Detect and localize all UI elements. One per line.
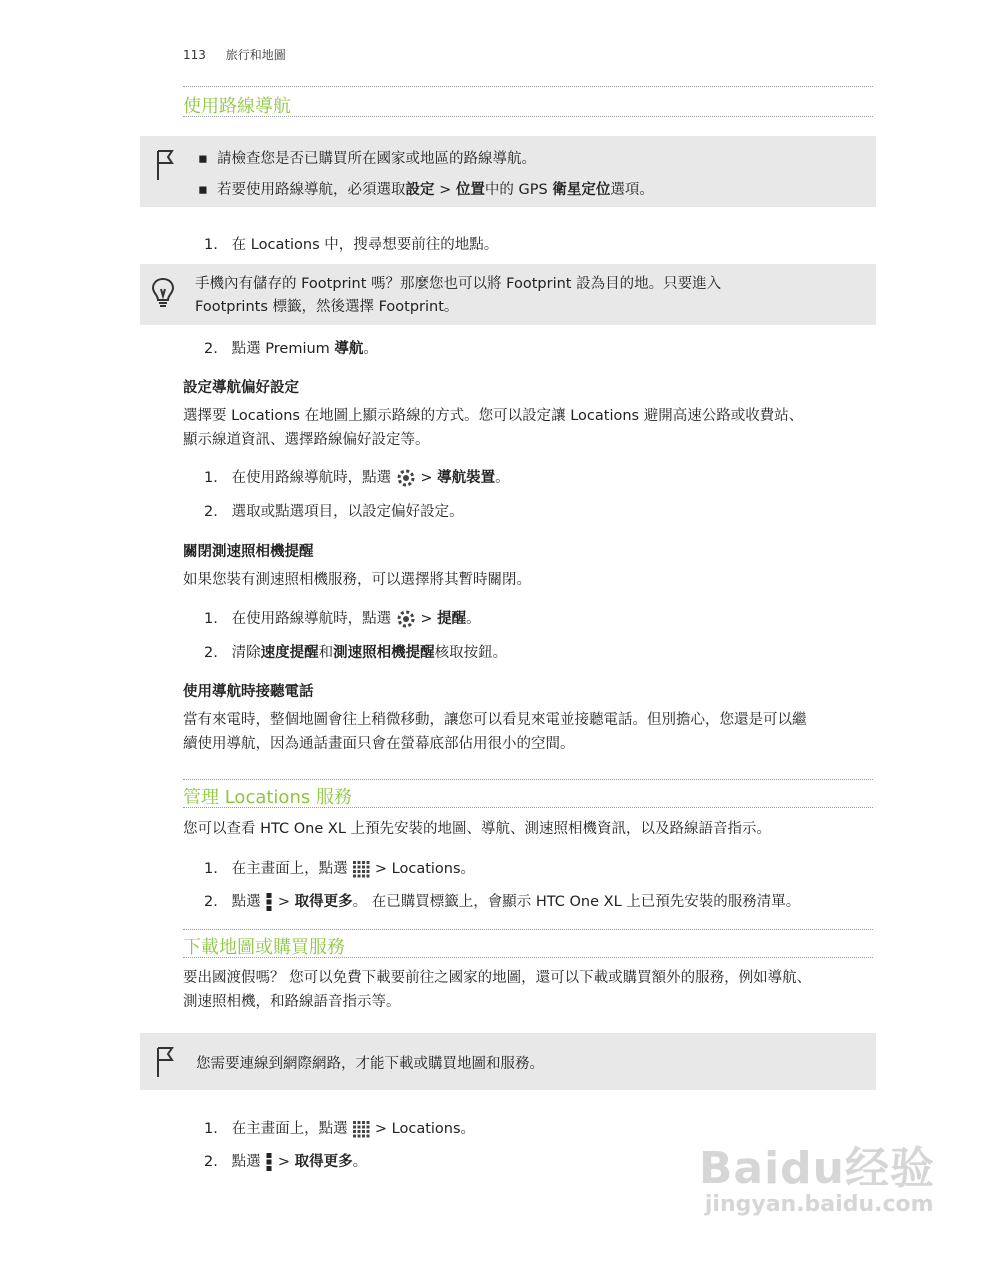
note-bullet-2: ▪ 若要使用路線導航，必須選取設定 > 位置中的 GPS 衛星定位選項。 xyxy=(198,182,654,198)
chapter-title: 旅行和地圖 xyxy=(225,48,286,62)
list-item: 2. 點選 > 取得更多。 在已購買標籤上，會顯示 HTC One XL 上已預先安裝的服務清單。 xyxy=(204,894,801,910)
subsection-title: 使用導航時接聽電話 xyxy=(183,684,314,700)
list-item: 1. 在使用路線導航時，點選 > 導航裝置。 xyxy=(204,470,510,486)
watermark-url: jingyan.baidu.com xyxy=(704,1192,934,1217)
list-item: 1. 在使用路線導航時，點選 > 提醒。 xyxy=(204,611,481,627)
list-item: 2. 清除速度提醒和測速照相機提醒核取按鈕。 xyxy=(204,645,508,661)
settings-gear-icon xyxy=(396,468,416,488)
list-item: 2. 選取或點選項目，以設定偏好設定。 xyxy=(204,504,464,520)
list-item: 2. 點選 Premium 導航。 xyxy=(204,341,378,357)
section-title-download-maps: 下載地圖或購買服務 xyxy=(183,937,345,958)
paragraph: 選擇要 Locations 在地圖上顯示路線的方式。您可以設定讓 Locations 避開高速公路或收費站、 顯示線道資訊、選擇路線偏好設定等。 xyxy=(183,408,804,448)
section-divider xyxy=(183,779,873,780)
list-item: 2. 點選 > 取得更多。 xyxy=(204,1154,368,1170)
lightbulb-icon xyxy=(150,276,176,310)
subsection-title: 關閉測速照相機提醒 xyxy=(183,544,314,560)
settings-gear-icon xyxy=(396,609,416,629)
note-box xyxy=(140,1033,876,1090)
section-title-route-navigation: 使用路線導航 xyxy=(183,96,291,117)
page-number: 113 xyxy=(183,48,206,62)
paragraph: 您可以查看 HTC One XL 上預先安裝的地圖、導航、測速照相機資訊，以及路線語音指示。 xyxy=(183,821,772,837)
note-bullet-1: ▪ 請檢查您是否已購買所在國家或地區的路線導航。 xyxy=(198,151,537,167)
section-divider xyxy=(183,807,873,808)
list-item: 1. 在主畫面上，點選 > Locations。 xyxy=(204,861,476,877)
section-divider xyxy=(183,957,873,958)
subsection-title: 設定導航偏好設定 xyxy=(183,380,299,396)
list-item: 1. 在 Locations 中，搜尋想要前往的地點。 xyxy=(204,237,499,253)
flag-icon xyxy=(154,148,176,182)
section-divider xyxy=(183,116,873,117)
page-header xyxy=(183,46,286,63)
baidu-watermark xyxy=(699,1132,935,1217)
list-item: 1. 在主畫面上，點選 > Locations。 xyxy=(204,1121,476,1137)
paragraph: 當有來電時，整個地圖會往上稍微移動，讓您可以看見來電並接聽電話。但別擔心，您還是可以繼 續使用導航，因為通話畫面只會在螢幕底部佔用很小的空間。 xyxy=(183,712,807,752)
section-divider xyxy=(183,86,873,87)
all-apps-grid-icon xyxy=(352,860,370,878)
flag-icon xyxy=(154,1045,176,1079)
tip-box xyxy=(140,264,876,325)
all-apps-grid-icon xyxy=(352,1120,370,1138)
note-text: 您需要連線到網際網路，才能下載或購買地圖和服務。 xyxy=(196,1056,544,1072)
section-title-manage-locations: 管理 Locations 服務 xyxy=(183,787,352,808)
note-box xyxy=(140,136,876,207)
section-divider xyxy=(183,929,873,930)
paragraph: 如果您裝有測速照相機服務，可以選擇將其暫時關閉。 xyxy=(183,572,531,588)
paragraph: 要出國渡假嗎？ 您可以免費下載要前往之國家的地圖，還可以下載或購買額外的服務，例如導航、 測速照相機，和路線語音指示等。 xyxy=(183,970,812,1010)
watermark-logo: Baidu经验 xyxy=(698,1143,935,1194)
tip-text: 手機內有儲存的 Footprint 嗎？那麼您也可以將 Footprint 設為目的地。只要進入 Footprints 標籤，然後選擇 Footprint。 xyxy=(195,276,722,315)
